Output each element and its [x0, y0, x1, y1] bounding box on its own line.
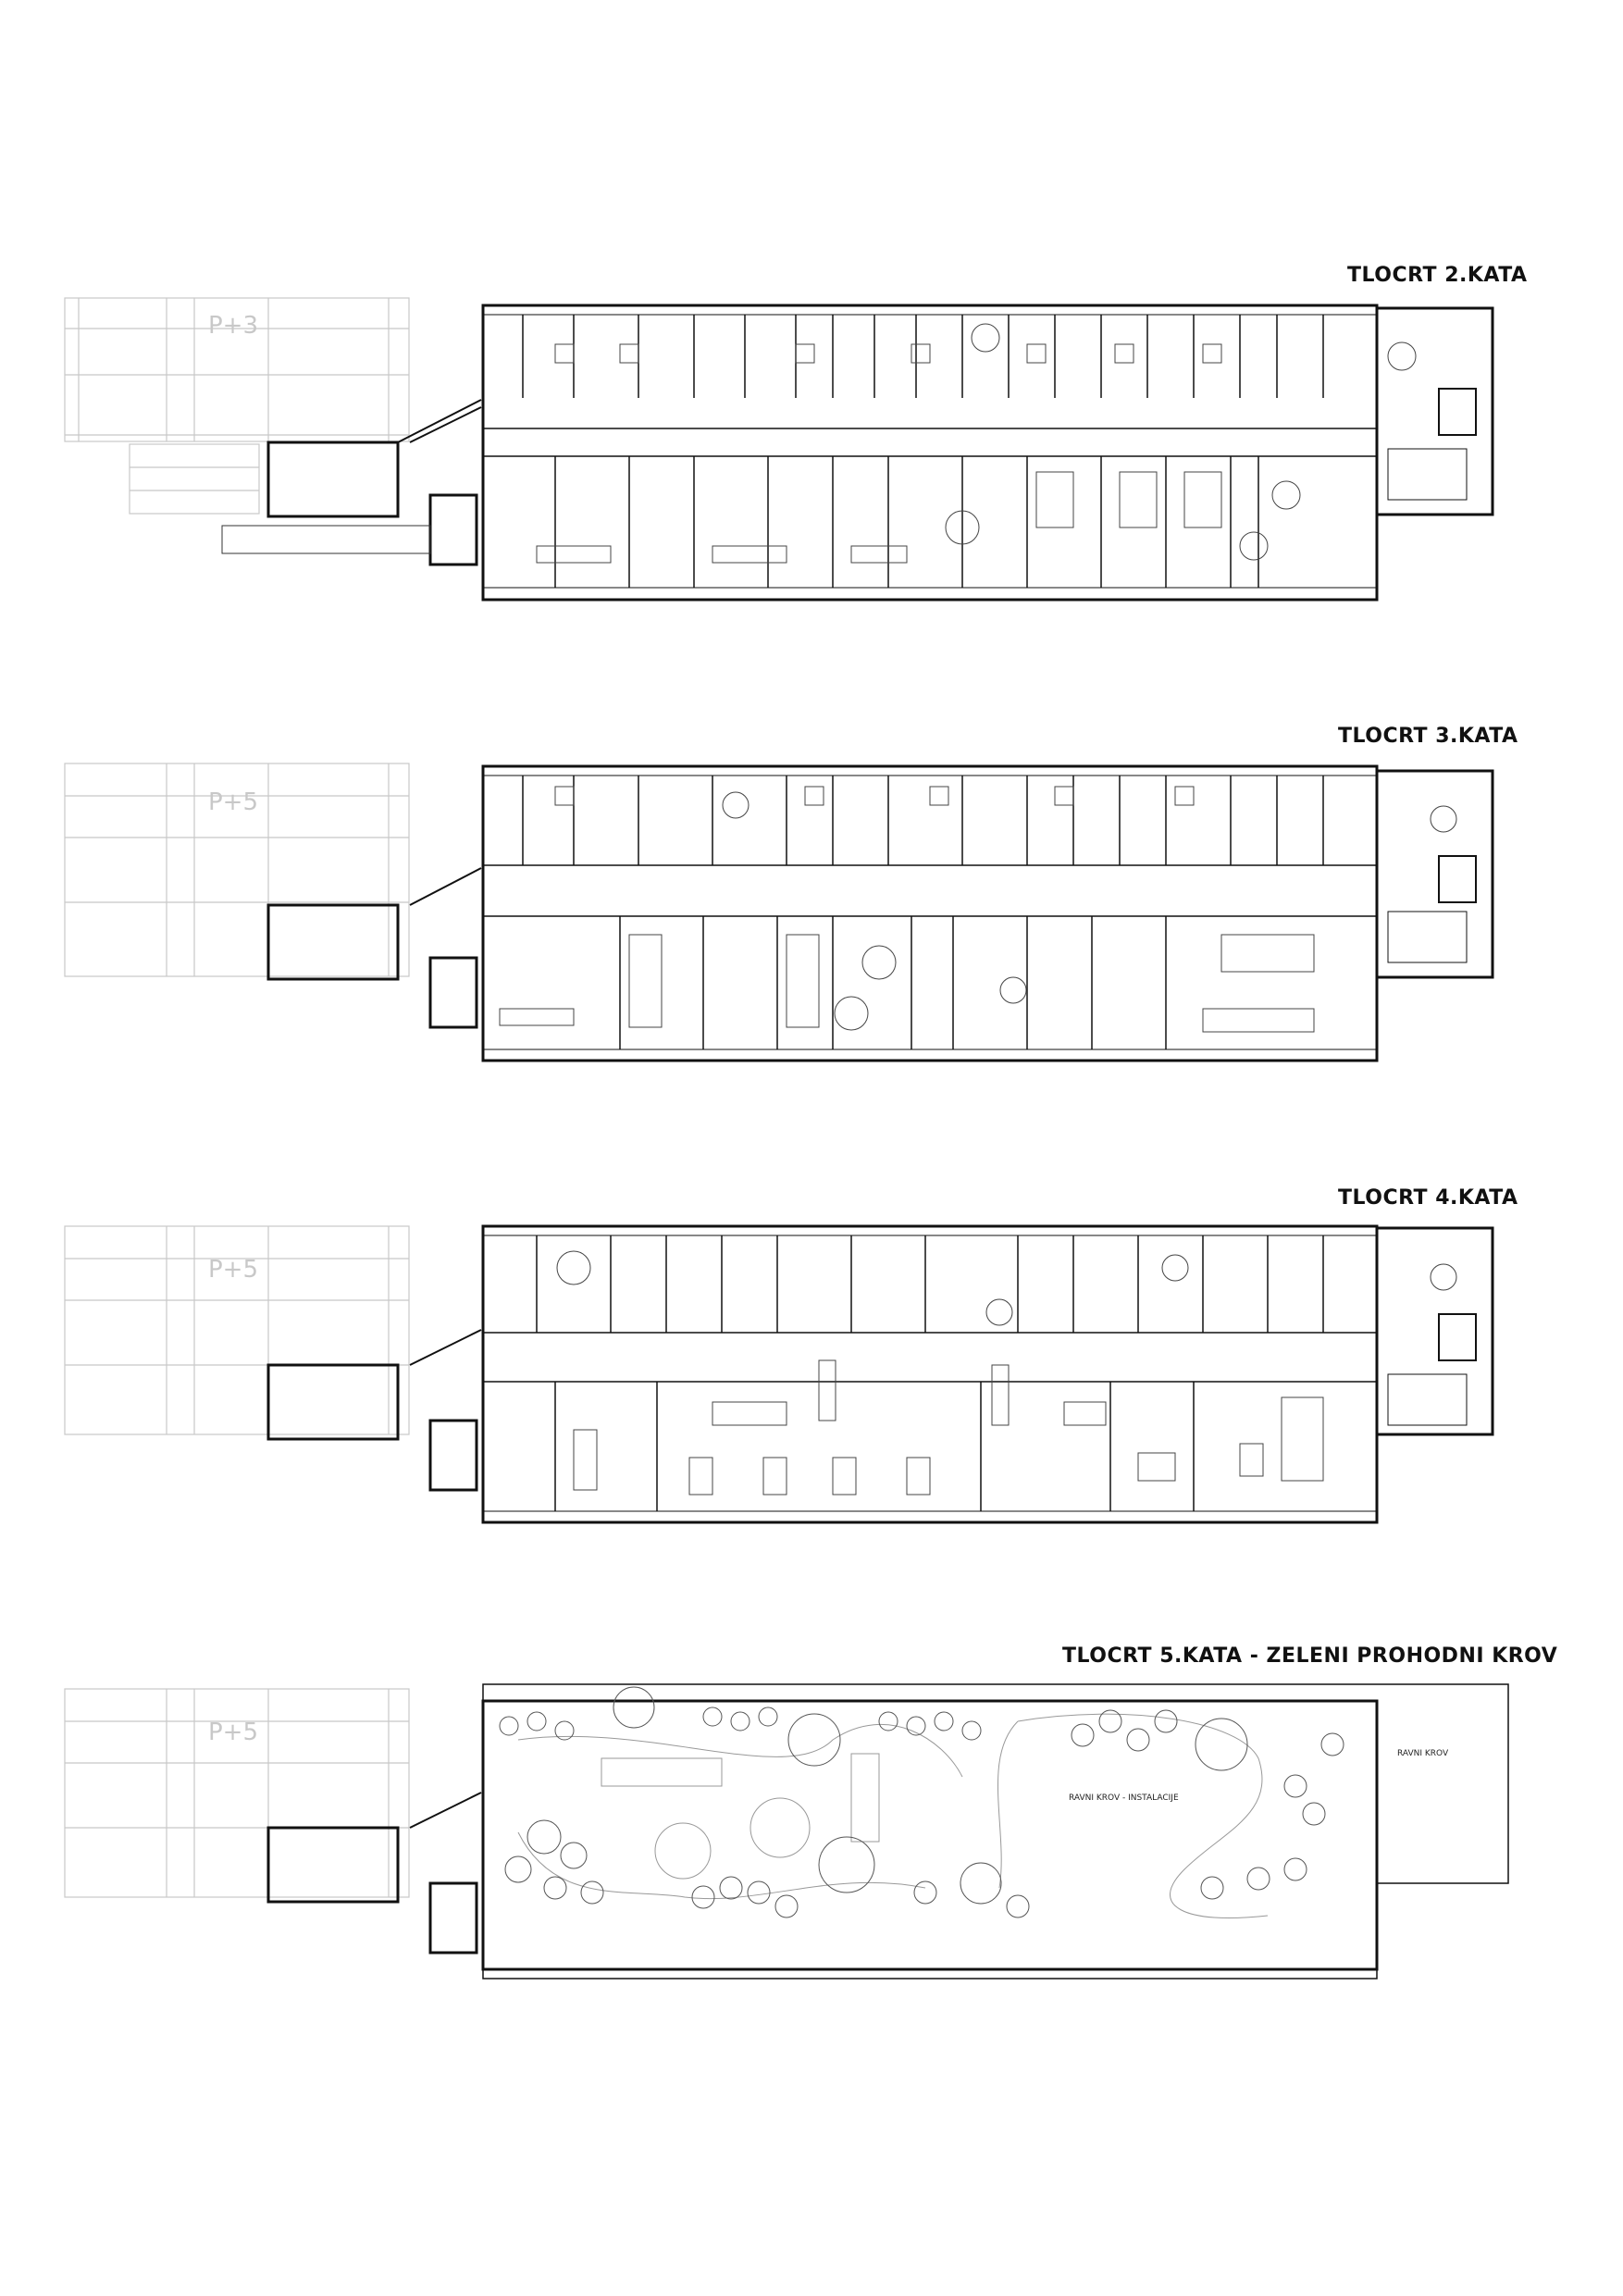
plan-title-floor-4: TLOCRT 4.KATA	[1338, 1186, 1518, 1210]
neighbour-label: P+3	[208, 312, 259, 340]
neighbour-label: P+5	[208, 1256, 259, 1284]
stair-block	[268, 1330, 481, 1490]
furniture	[557, 1251, 1456, 1495]
furniture	[537, 324, 1416, 563]
building-outline	[483, 766, 1377, 1061]
green-roof-parapet	[483, 1701, 1377, 1969]
plan-title-floor-2: TLOCRT 2.KATA	[1347, 264, 1528, 287]
plan-title-floor-5: TLOCRT 5.KATA - ZELENI PROHODNI KROV	[1062, 1644, 1558, 1668]
stair-treads	[222, 526, 430, 553]
stair-block	[268, 868, 481, 1027]
floor-plan-3	[65, 763, 1493, 1061]
neighbour-label: P+5	[208, 1719, 259, 1746]
plan-title-floor-3: TLOCRT 3.KATA	[1338, 725, 1518, 748]
trees	[500, 1687, 1344, 1917]
stair-block	[268, 1793, 481, 1953]
stair-block	[268, 400, 481, 565]
neighbour-label: P+5	[208, 788, 259, 816]
roof-outline	[483, 1684, 1508, 1979]
furniture	[500, 787, 1456, 1032]
floor-plan-5	[65, 1684, 1508, 1979]
roof-label-flat-roof: RAVNI KROV	[1397, 1749, 1449, 1758]
floor-plan-4	[65, 1226, 1493, 1522]
floor-plan-2	[65, 298, 1493, 600]
garden-paths	[518, 1714, 1268, 1917]
roof-label-installations: RAVNI KROV - INSTALACIJE	[1069, 1793, 1179, 1803]
